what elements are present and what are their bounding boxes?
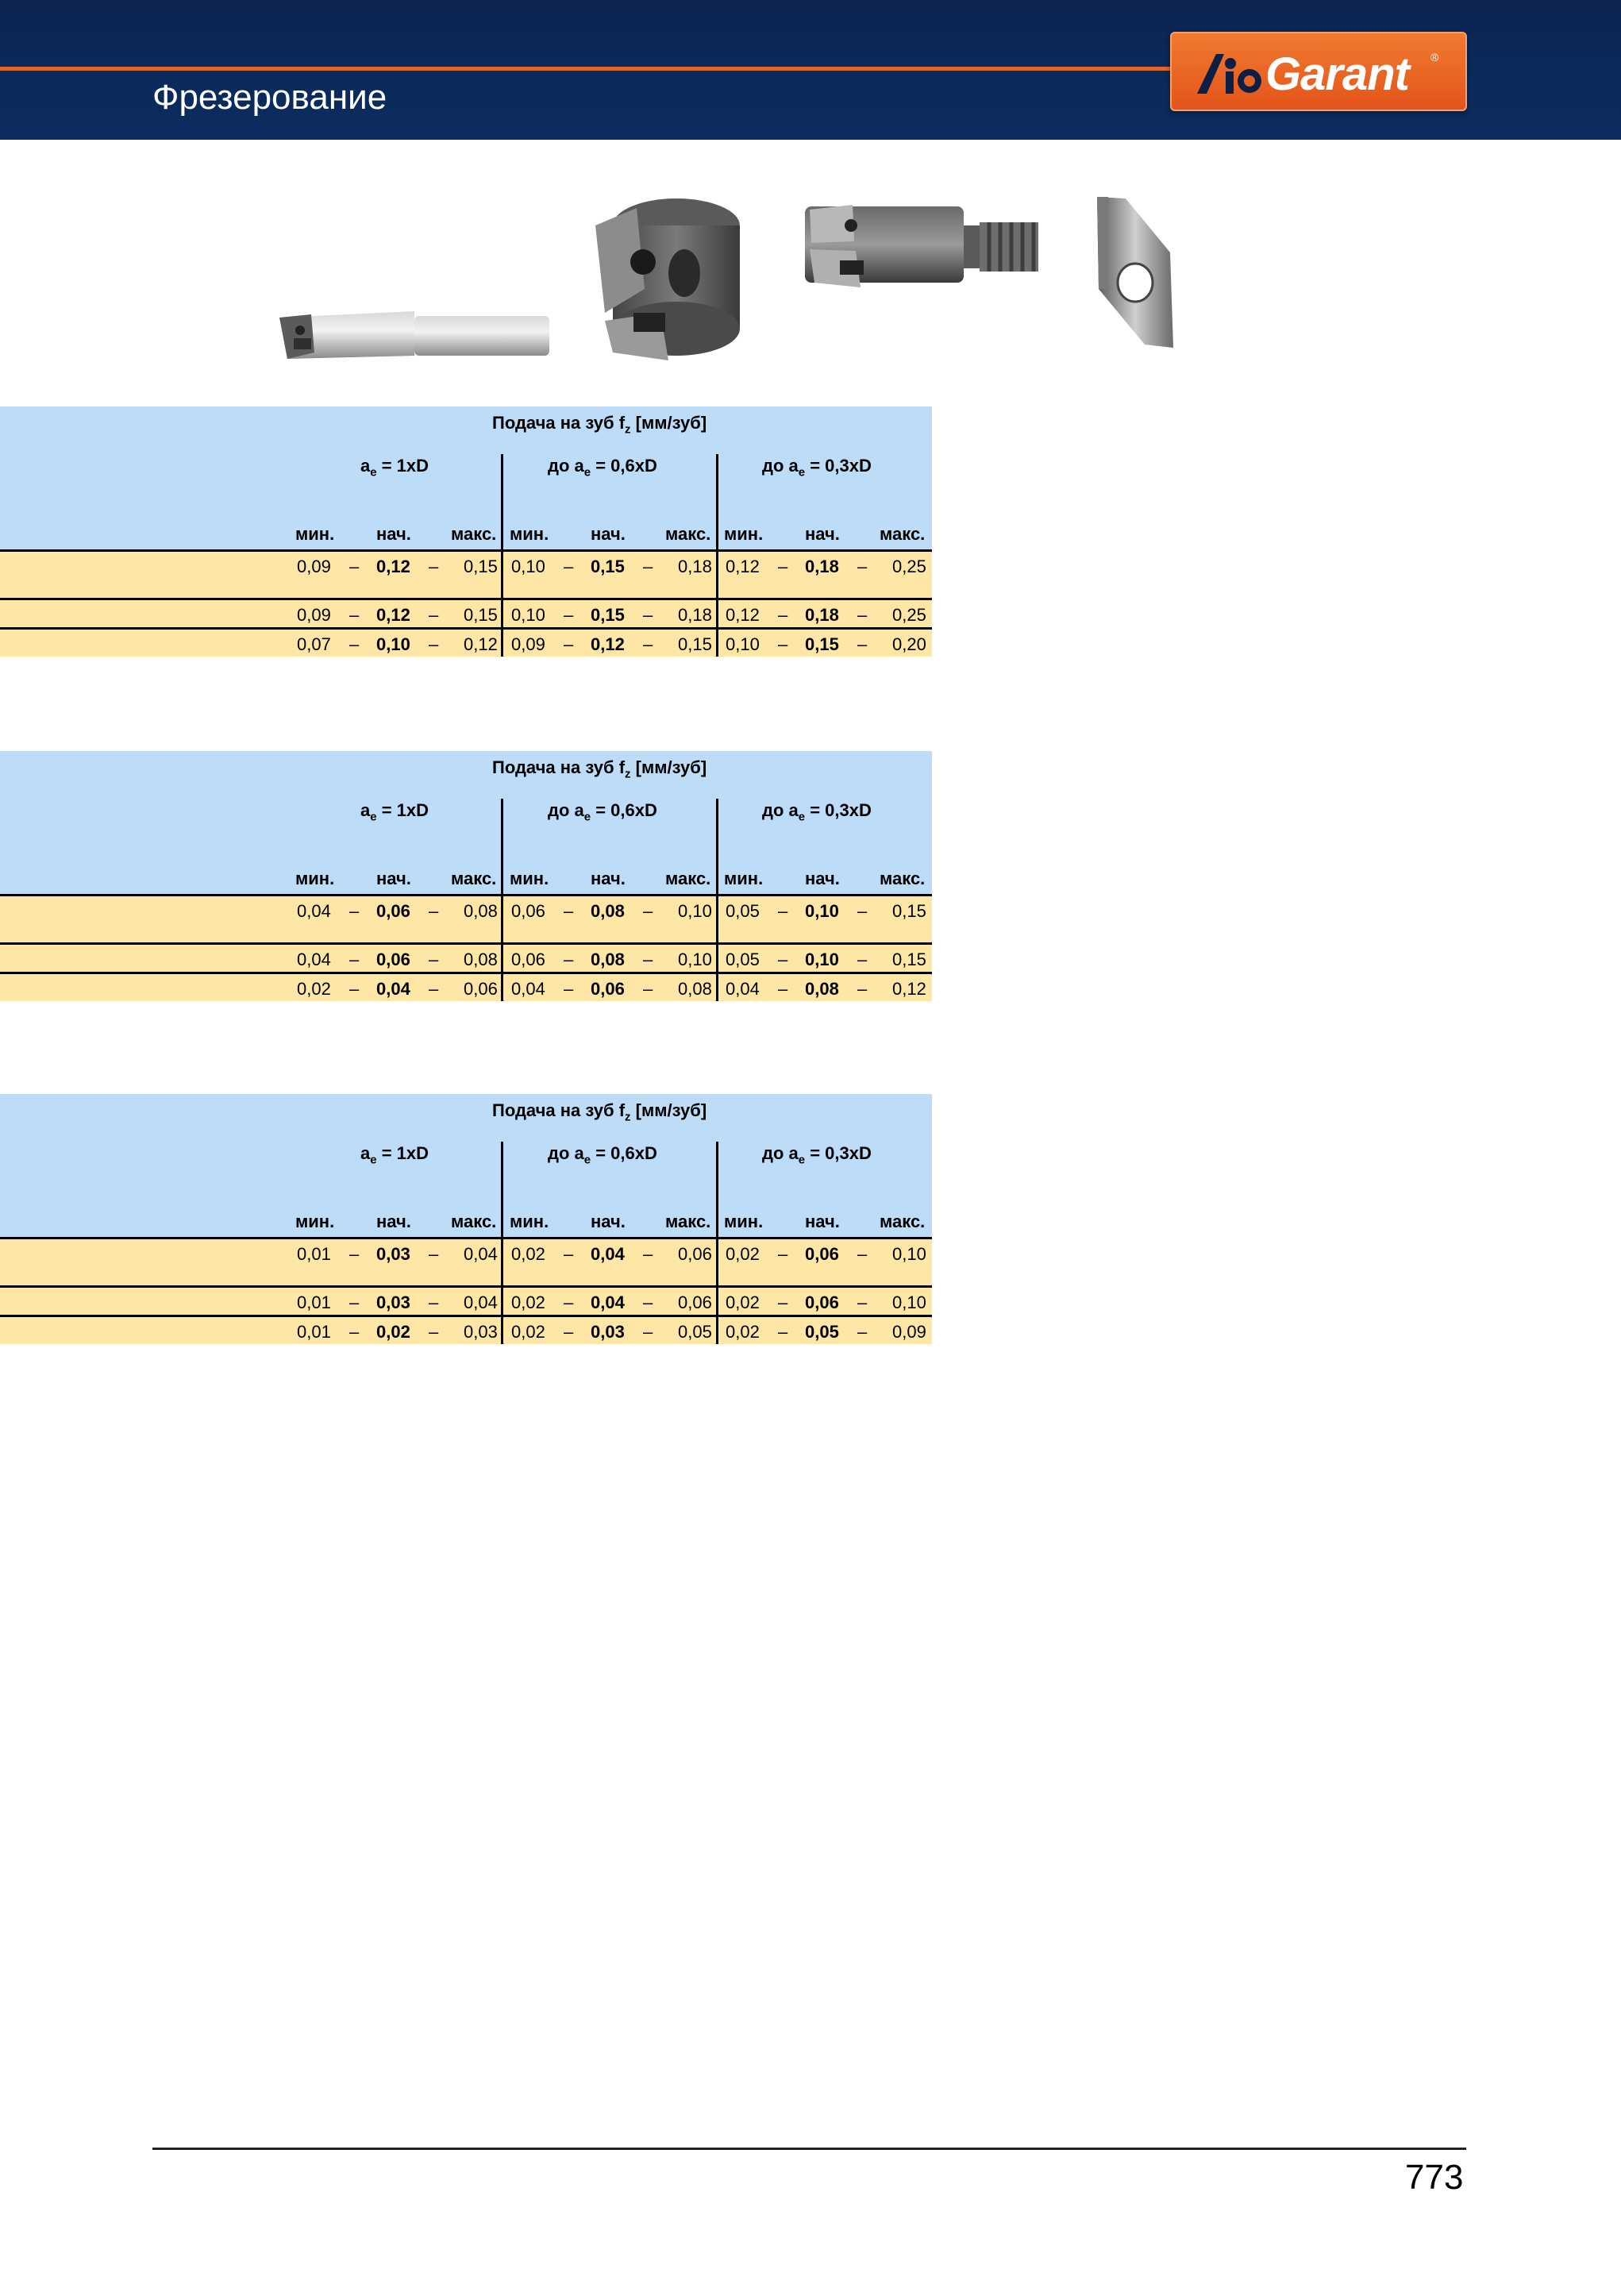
- column-divider: [716, 630, 718, 657]
- max-value: 0,08: [678, 979, 712, 999]
- column-group-03xd: до $a_e = 0,3xD$: [762, 456, 872, 480]
- max-value: 0,20: [892, 634, 926, 654]
- page-header: [0, 0, 1621, 140]
- range-dash: –: [564, 979, 574, 999]
- range-dash: –: [349, 557, 360, 576]
- range-dash: –: [349, 901, 360, 921]
- logo-registered-mark: ®: [1430, 51, 1439, 64]
- column-group-06xd: до $a_e = 0,6xD$: [548, 456, 657, 480]
- subheader-max: макс.: [451, 869, 497, 888]
- column-divider: [501, 974, 503, 1001]
- min-value: 0,09: [297, 557, 331, 576]
- subheader-max: макс.: [880, 524, 926, 544]
- column-divider: [716, 974, 718, 1001]
- min-value: 0,01: [297, 1322, 331, 1342]
- min-value: 0,04: [511, 979, 545, 999]
- start-value: 0,15: [591, 557, 625, 576]
- range-dash: –: [564, 634, 574, 654]
- range-dash: –: [857, 634, 868, 654]
- start-value: 0,04: [591, 1292, 625, 1312]
- end-mill-shank-image: [279, 306, 551, 364]
- max-value: 0,10: [892, 1244, 926, 1264]
- table-row: [0, 630, 932, 657]
- column-divider: [716, 945, 718, 972]
- min-value: 0,02: [511, 1292, 545, 1312]
- page-title: Фрезерование: [152, 78, 387, 117]
- start-value: 0,03: [376, 1292, 410, 1312]
- max-value: 0,15: [464, 605, 498, 625]
- start-value: 0,05: [805, 1322, 839, 1342]
- min-value: 0,09: [511, 634, 545, 654]
- max-value: 0,18: [678, 557, 712, 576]
- table-row: [0, 896, 932, 942]
- min-value: 0,02: [726, 1322, 760, 1342]
- start-value: 0,12: [376, 557, 410, 576]
- range-dash: –: [643, 1244, 653, 1264]
- min-value: 0,04: [726, 979, 760, 999]
- min-value: 0,10: [511, 605, 545, 625]
- indexable-insert-image: [1094, 194, 1176, 349]
- subheader-start: нач.: [805, 869, 840, 888]
- range-dash: –: [564, 1244, 574, 1264]
- start-value: 0,18: [805, 557, 839, 576]
- max-value: 0,03: [464, 1322, 498, 1342]
- column-divider: [716, 896, 718, 942]
- min-value: 0,06: [511, 901, 545, 921]
- range-dash: –: [643, 1322, 653, 1342]
- column-divider: [501, 1142, 503, 1237]
- max-value: 0,04: [464, 1244, 498, 1264]
- range-dash: –: [857, 979, 868, 999]
- subheader-max: макс.: [880, 869, 926, 888]
- subheader-min: мин.: [510, 1212, 549, 1231]
- range-dash: –: [857, 901, 868, 921]
- footer-rule: [152, 2148, 1466, 2150]
- table-title-unit: [мм/зуб]: [630, 757, 707, 777]
- feed-table-2: [0, 751, 932, 999]
- column-divider: [716, 454, 718, 549]
- range-dash: –: [778, 1322, 788, 1342]
- range-dash: –: [564, 557, 574, 576]
- range-dash: –: [564, 1292, 574, 1312]
- range-dash: –: [564, 950, 574, 969]
- table-row: [0, 1288, 932, 1315]
- column-divider: [501, 1239, 503, 1285]
- column-group-1xd: $a_e = 1xD$: [360, 800, 429, 824]
- range-dash: –: [778, 901, 788, 921]
- column-divider: [501, 1317, 503, 1344]
- range-dash: –: [778, 979, 788, 999]
- range-dash: –: [349, 979, 360, 999]
- table-title-subscript: z: [625, 1110, 631, 1124]
- logo-wordmark: Garant: [1265, 48, 1409, 100]
- subheader-max: макс.: [451, 1212, 497, 1231]
- start-value: 0,15: [805, 634, 839, 654]
- range-dash: –: [564, 605, 574, 625]
- min-value: 0,02: [726, 1244, 760, 1264]
- range-dash: –: [429, 1292, 439, 1312]
- range-dash: –: [349, 950, 360, 969]
- subheader-max: макс.: [665, 869, 711, 888]
- min-value: 0,02: [297, 979, 331, 999]
- range-dash: –: [778, 634, 788, 654]
- min-value: 0,05: [726, 901, 760, 921]
- column-divider: [501, 552, 503, 598]
- start-value: 0,12: [376, 605, 410, 625]
- min-value: 0,01: [297, 1244, 331, 1264]
- range-dash: –: [778, 950, 788, 969]
- max-value: 0,10: [892, 1292, 926, 1312]
- range-dash: –: [857, 605, 868, 625]
- start-value: 0,10: [805, 950, 839, 969]
- column-divider: [716, 1142, 718, 1237]
- max-value: 0,06: [678, 1292, 712, 1312]
- max-value: 0,15: [464, 557, 498, 576]
- range-dash: –: [429, 950, 439, 969]
- column-divider: [501, 454, 503, 549]
- column-divider: [501, 600, 503, 627]
- max-value: 0,08: [464, 901, 498, 921]
- range-dash: –: [349, 1292, 360, 1312]
- max-value: 0,18: [678, 605, 712, 625]
- page-number: 773: [1405, 2158, 1464, 2197]
- table-header: [0, 1094, 932, 1237]
- start-value: 0,03: [376, 1244, 410, 1264]
- subheader-start: нач.: [591, 524, 626, 544]
- min-value: 0,01: [297, 1292, 331, 1312]
- column-divider: [501, 945, 503, 972]
- max-value: 0,06: [678, 1244, 712, 1264]
- column-divider: [716, 1317, 718, 1344]
- table-row: [0, 1239, 932, 1285]
- min-value: 0,07: [297, 634, 331, 654]
- subheader-min: мин.: [295, 524, 335, 544]
- start-value: 0,06: [376, 901, 410, 921]
- subheader-start: нач.: [591, 869, 626, 888]
- subheader-start: нач.: [805, 524, 840, 544]
- max-value: 0,25: [892, 605, 926, 625]
- subheader-start: нач.: [376, 524, 411, 544]
- table-title-unit: [мм/зуб]: [630, 413, 707, 433]
- table-body: [0, 896, 932, 1001]
- range-dash: –: [857, 557, 868, 576]
- max-value: 0,10: [678, 950, 712, 969]
- subheader-start: нач.: [376, 869, 411, 888]
- range-dash: –: [778, 1244, 788, 1264]
- range-dash: –: [857, 1292, 868, 1312]
- min-value: 0,02: [726, 1292, 760, 1312]
- shell-mill-cutter-image: [589, 194, 746, 364]
- start-value: 0,04: [376, 979, 410, 999]
- max-value: 0,12: [464, 634, 498, 654]
- subheader-max: макс.: [665, 1212, 711, 1231]
- range-dash: –: [778, 1292, 788, 1312]
- header-accent-line: [0, 67, 1175, 71]
- subheader-start: нач.: [805, 1212, 840, 1231]
- column-divider: [501, 630, 503, 657]
- range-dash: –: [857, 950, 868, 969]
- subheader-min: мин.: [510, 524, 549, 544]
- min-value: 0,10: [726, 634, 760, 654]
- table-row: [0, 974, 932, 1001]
- column-divider: [501, 896, 503, 942]
- min-value: 0,12: [726, 605, 760, 625]
- subheader-max: макс.: [880, 1212, 926, 1231]
- subheader-min: мин.: [724, 1212, 764, 1231]
- column-divider: [501, 799, 503, 894]
- range-dash: –: [778, 605, 788, 625]
- subheader-start: нач.: [591, 1212, 626, 1231]
- subheader-start: нач.: [376, 1212, 411, 1231]
- table-row: [0, 1317, 932, 1344]
- column-divider: [716, 1239, 718, 1285]
- range-dash: –: [429, 1322, 439, 1342]
- range-dash: –: [778, 557, 788, 576]
- subheader-max: макс.: [665, 524, 711, 544]
- subheader-min: мин.: [724, 869, 764, 888]
- table-title-text: Подача на зуб f: [492, 413, 626, 433]
- garant-logo-mark-icon: [1192, 48, 1264, 98]
- subheader-min: мин.: [510, 869, 549, 888]
- column-group-1xd: $a_e = 1xD$: [360, 1143, 429, 1167]
- range-dash: –: [429, 634, 439, 654]
- subheader-min: мин.: [295, 869, 335, 888]
- feed-table-1: [0, 406, 932, 654]
- range-dash: –: [643, 634, 653, 654]
- max-value: 0,09: [892, 1322, 926, 1342]
- min-value: 0,05: [726, 950, 760, 969]
- min-value: 0,06: [511, 950, 545, 969]
- max-value: 0,12: [892, 979, 926, 999]
- start-value: 0,02: [376, 1322, 410, 1342]
- start-value: 0,03: [591, 1322, 625, 1342]
- column-divider: [716, 600, 718, 627]
- table-row: [0, 552, 932, 598]
- range-dash: –: [429, 901, 439, 921]
- start-value: 0,08: [591, 950, 625, 969]
- column-divider: [716, 1288, 718, 1315]
- start-value: 0,04: [591, 1244, 625, 1264]
- range-dash: –: [349, 605, 360, 625]
- table-row: [0, 600, 932, 627]
- max-value: 0,08: [464, 950, 498, 969]
- screw-in-cutter-head-image: [805, 194, 1040, 294]
- min-value: 0,10: [511, 557, 545, 576]
- table-title-subscript: z: [625, 767, 631, 781]
- start-value: 0,08: [591, 901, 625, 921]
- column-group-03xd: до $a_e = 0,3xD$: [762, 1143, 872, 1167]
- range-dash: –: [643, 979, 653, 999]
- start-value: 0,06: [591, 979, 625, 999]
- start-value: 0,10: [805, 901, 839, 921]
- column-group-1xd: $a_e = 1xD$: [360, 456, 429, 480]
- start-value: 0,12: [591, 634, 625, 654]
- table-title-text: Подача на зуб f: [492, 757, 626, 777]
- subheader-min: мин.: [295, 1212, 335, 1231]
- range-dash: –: [643, 950, 653, 969]
- range-dash: –: [643, 1292, 653, 1312]
- column-divider: [501, 1288, 503, 1315]
- garant-logo: [1170, 32, 1467, 111]
- min-value: 0,09: [297, 605, 331, 625]
- max-value: 0,15: [892, 950, 926, 969]
- min-value: 0,04: [297, 901, 331, 921]
- table-body: [0, 552, 932, 657]
- range-dash: –: [429, 1244, 439, 1264]
- table-title-subscript: z: [625, 422, 631, 437]
- range-dash: –: [564, 1322, 574, 1342]
- range-dash: –: [349, 634, 360, 654]
- start-value: 0,18: [805, 605, 839, 625]
- range-dash: –: [857, 1244, 868, 1264]
- min-value: 0,02: [511, 1244, 545, 1264]
- range-dash: –: [643, 605, 653, 625]
- start-value: 0,15: [591, 605, 625, 625]
- table-header: [0, 751, 932, 894]
- range-dash: –: [429, 605, 439, 625]
- table-body: [0, 1239, 932, 1344]
- column-group-06xd: до $a_e = 0,6xD$: [548, 1143, 657, 1167]
- table-title-unit: [мм/зуб]: [630, 1100, 707, 1120]
- range-dash: –: [429, 557, 439, 576]
- subheader-max: макс.: [451, 524, 497, 544]
- range-dash: –: [349, 1244, 360, 1264]
- range-dash: –: [349, 1322, 360, 1342]
- table-header: [0, 406, 932, 549]
- column-group-03xd: до $a_e = 0,3xD$: [762, 800, 872, 824]
- table-row: [0, 945, 932, 972]
- min-value: 0,04: [297, 950, 331, 969]
- range-dash: –: [857, 1322, 868, 1342]
- table-title-text: Подача на зуб f: [492, 1100, 626, 1120]
- start-value: 0,08: [805, 979, 839, 999]
- max-value: 0,15: [678, 634, 712, 654]
- range-dash: –: [643, 557, 653, 576]
- start-value: 0,06: [805, 1244, 839, 1264]
- start-value: 0,10: [376, 634, 410, 654]
- column-divider: [716, 552, 718, 598]
- max-value: 0,06: [464, 979, 498, 999]
- max-value: 0,05: [678, 1322, 712, 1342]
- min-value: 0,02: [511, 1322, 545, 1342]
- start-value: 0,06: [376, 950, 410, 969]
- max-value: 0,10: [678, 901, 712, 921]
- range-dash: –: [429, 979, 439, 999]
- start-value: 0,06: [805, 1292, 839, 1312]
- range-dash: –: [564, 901, 574, 921]
- column-divider: [716, 799, 718, 894]
- feed-table-3: [0, 1094, 932, 1342]
- subheader-min: мин.: [724, 524, 764, 544]
- max-value: 0,04: [464, 1292, 498, 1312]
- column-group-06xd: до $a_e = 0,6xD$: [548, 800, 657, 824]
- range-dash: –: [643, 901, 653, 921]
- max-value: 0,25: [892, 557, 926, 576]
- max-value: 0,15: [892, 901, 926, 921]
- min-value: 0,12: [726, 557, 760, 576]
